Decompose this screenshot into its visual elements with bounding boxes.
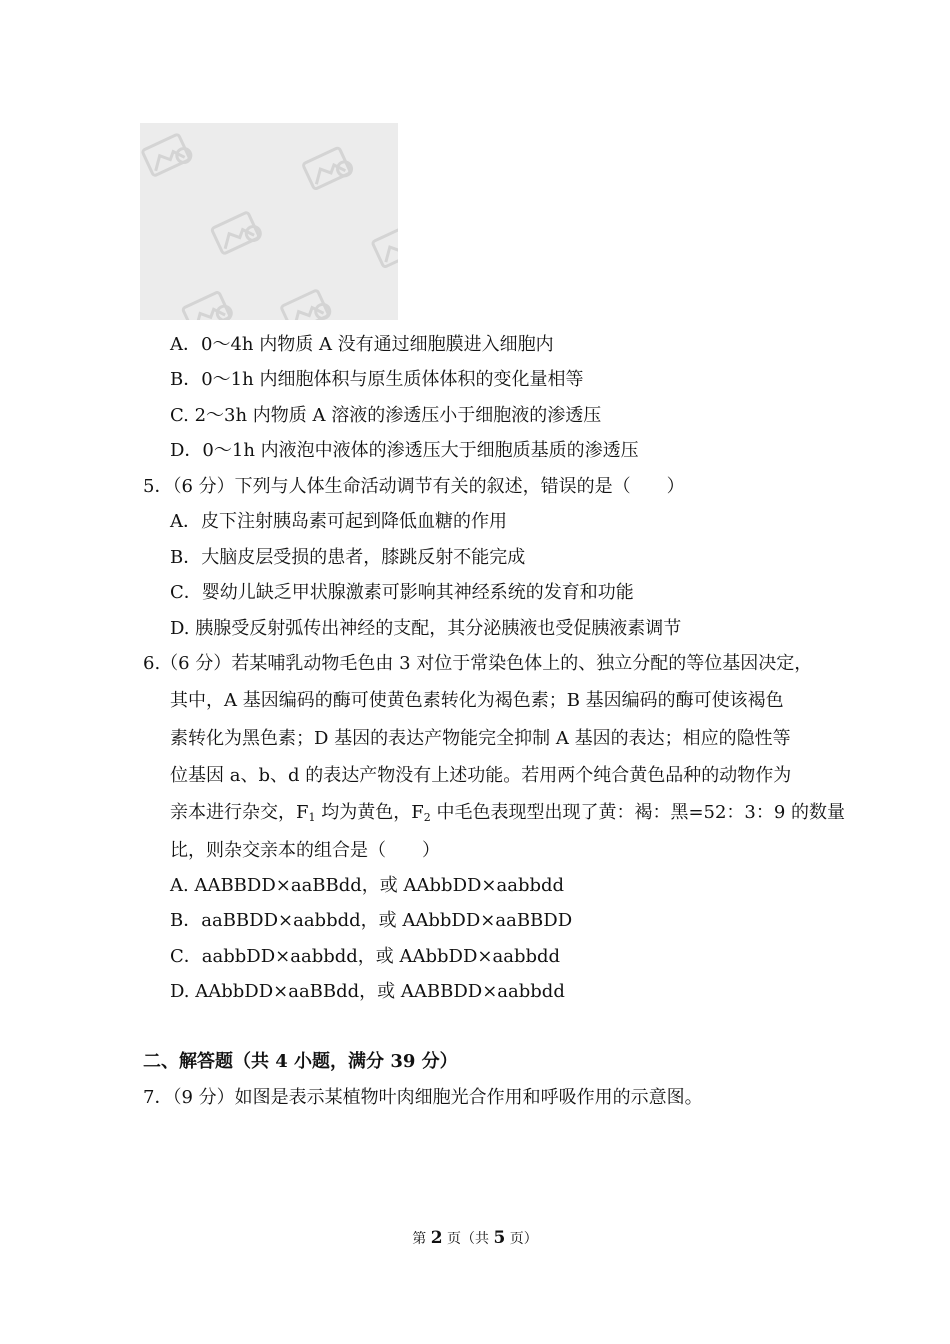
q6-stem-line2: 其中，A 基因编码的酶可使黄色素转化为褐色素；B 基因编码的酶可使该褐色 xyxy=(170,690,784,711)
q5-option-a: A．皮下注射胰岛素可起到降低血糖的作用 xyxy=(170,511,507,532)
footer-total-pages: 5 xyxy=(493,1228,506,1248)
q6-stem-line3: 素转化为黑色素；D 基因的表达产物能完全抑制 A 基因的表达；相应的隐性等 xyxy=(170,728,791,749)
q5-option-b: B．大脑皮层受损的患者，膝跳反射不能完成 xyxy=(170,547,526,568)
q5-option-d: D. 胰腺受反射弧传出神经的支配，其分泌胰液也受促胰液素调节 xyxy=(170,618,682,639)
q4-option-b: B．0～1h 内细胞体积与原生质体体积的变化量相等 xyxy=(170,369,584,390)
f1-subscript: 1 xyxy=(308,811,316,824)
footer-prefix: 第 xyxy=(412,1231,431,1247)
q6-stem-line1: 6.（6 分）若某哺乳动物毛色由 3 对位于常染色体上的、独立分配的等位基因决定， xyxy=(143,653,813,674)
footer-suffix: 页） xyxy=(505,1231,538,1247)
q6-option-b: B．aaBBDD×aabbdd，或 AAbbDD×aaBBDD xyxy=(170,910,573,931)
q6-option-d: D. AAbbDD×aaBBdd，或 AABBDD×aabbdd xyxy=(170,981,565,1002)
q4-option-a: A．0～4h 内物质 A 没有通过细胞膜进入细胞内 xyxy=(170,334,554,355)
q4-option-d: D．0～1h 内液泡中液体的渗透压大于细胞质基质的渗透压 xyxy=(170,440,639,461)
image-placeholder xyxy=(140,123,398,320)
q7-stem: 7．（9 分）如图是表示某植物叶肉细胞光合作用和呼吸作用的示意图。 xyxy=(143,1087,703,1108)
footer-middle: 页（共 xyxy=(442,1231,494,1247)
q6-stem-line5 xyxy=(170,801,845,825)
q6-line5-part-c: 中毛色表现型出现了黄：褐：黑=52：3：9 的数量 xyxy=(430,802,846,823)
image-placeholder-icon xyxy=(140,123,398,320)
q6-option-a: A. AABBDD×aaBBdd，或 AAbbDD×aabbdd xyxy=(170,875,565,896)
q6-option-c: C．aabbDD×aabbdd，或 AAbbDD×aabbdd xyxy=(170,946,561,967)
page-footer xyxy=(0,1228,950,1249)
q6-line5-part-b: 均为黄色，F xyxy=(315,802,424,823)
q5-option-c: C．婴幼儿缺乏甲状腺激素可影响其神经系统的发育和功能 xyxy=(170,582,634,603)
q6-stem-line6: 比，则杂交亲本的组合是（ ） xyxy=(170,840,440,861)
section-heading: 二、解答题（共 4 小题，满分 39 分） xyxy=(143,1051,458,1072)
footer-page-number: 2 xyxy=(430,1228,443,1248)
q6-line5-part-a: 亲本进行杂交，F xyxy=(170,802,309,823)
q6-stem-line4: 位基因 a、b、d 的表达产物没有上述功能。若用两个纯合黄色品种的动物作为 xyxy=(170,765,792,786)
q4-option-c: C. 2～3h 内物质 A 溶液的渗透压小于细胞液的渗透压 xyxy=(170,405,602,426)
f2-subscript: 2 xyxy=(423,811,431,824)
q5-stem: 5．（6 分）下列与人体生命活动调节有关的叙述，错误的是（ ） xyxy=(143,476,685,497)
